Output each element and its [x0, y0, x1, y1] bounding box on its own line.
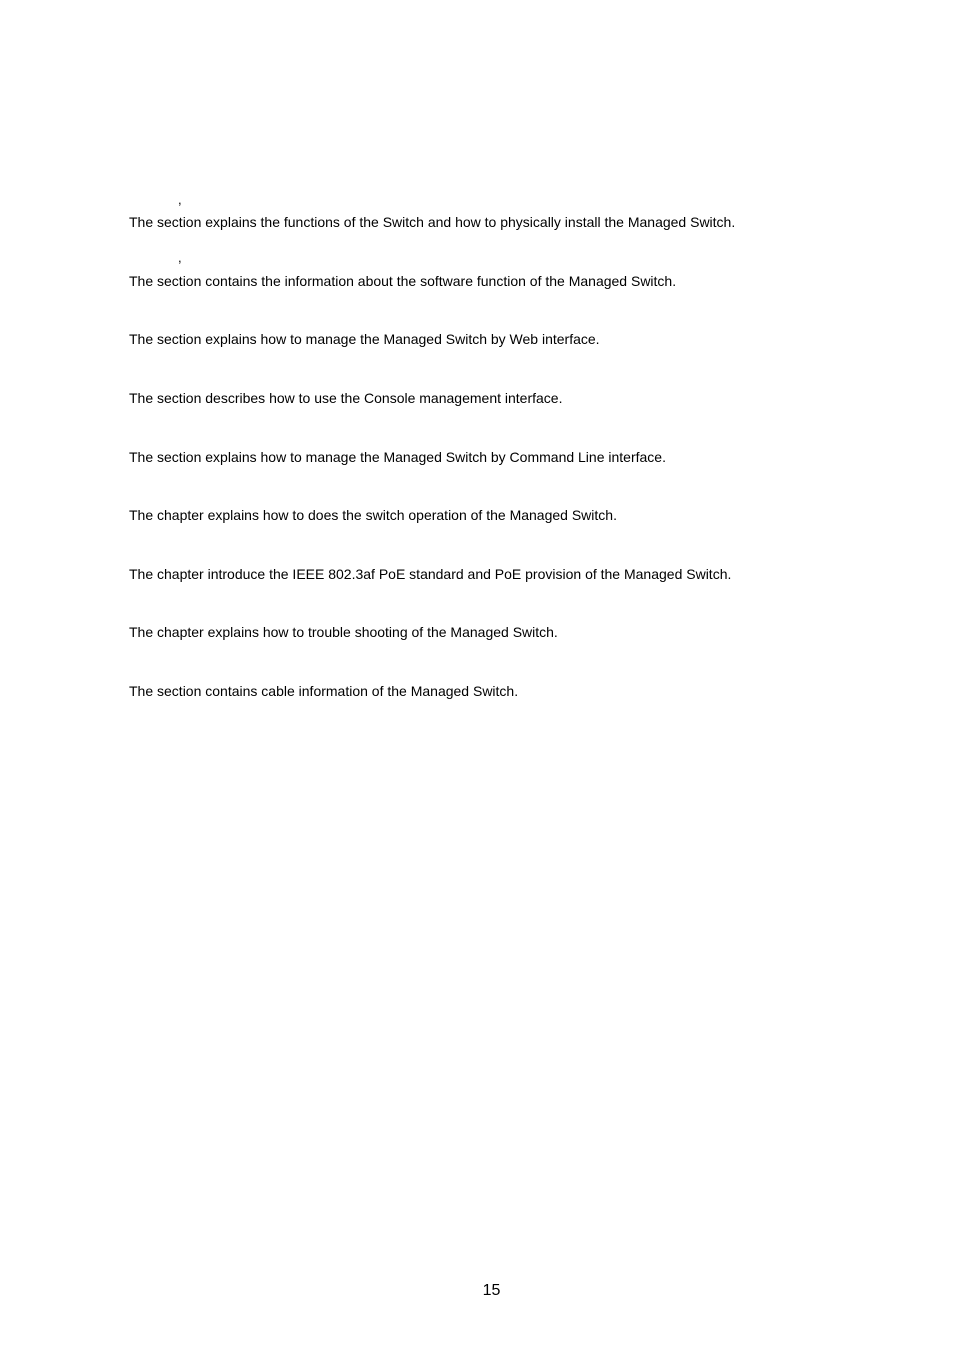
section-description: The section explains the functions of the Switch and how to physically install the Managed Switch. — [129, 214, 736, 230]
section-description: The section explains how to manage the Managed Switch by Web interface. — [129, 331, 600, 347]
page-number: 15 — [482, 1282, 501, 1299]
section-description: The chapter explains how to trouble shooting of the Managed Switch. — [129, 624, 558, 640]
section-description: The section describes how to use the Console management interface. — [129, 390, 563, 406]
section-description: The chapter explains how to does the switch operation of the Managed Switch. — [129, 507, 617, 523]
comma-mark: , — [178, 192, 182, 207]
section-description: The section contains the information about the software function of the Managed Switch. — [129, 273, 677, 289]
section-description: The chapter introduce the IEEE 802.3af PoE standard and PoE provision of the Managed Switch. — [129, 566, 732, 582]
section-description: The section explains how to manage the Managed Switch by Command Line interface. — [129, 449, 666, 465]
section-description: The section contains cable information of the Managed Switch. — [129, 683, 519, 699]
comma-mark: , — [178, 250, 182, 265]
